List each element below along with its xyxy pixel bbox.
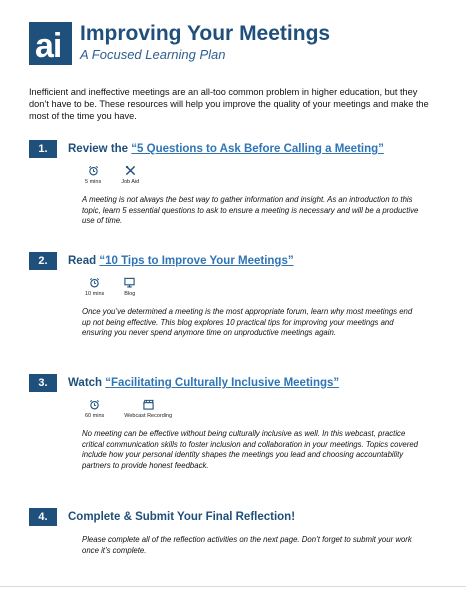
step-description: Please complete all of the reflection activities on the next page. Don’t forget to submit your work once it’s complete. bbox=[82, 535, 412, 555]
step-1 bbox=[29, 140, 439, 227]
step-number: 1. bbox=[29, 140, 57, 158]
page-title: Improving Your Meetings bbox=[80, 22, 331, 45]
step-description: A meeting is not always the best way to gather information and insight. As an introduction to this topic, learn 5 essential questions to ask to ensure a meeting is necessary and will be a productive use of time. bbox=[82, 195, 419, 225]
step-4 bbox=[29, 508, 439, 556]
clapperboard-icon bbox=[143, 399, 154, 410]
step-description: No meeting can be effective without being culturally inclusive as well. In this webcast, practice critical communication skills to foster inclusion and collaboration in your meetings. Topics covered include how your personal identity shapes the meetings you lead and choosing accountability partners to provide honest feedback. bbox=[82, 429, 419, 470]
resource-meta bbox=[85, 399, 439, 419]
resource-type: Blog bbox=[124, 277, 135, 297]
duration: 60 mins bbox=[85, 399, 104, 419]
intro-paragraph: Inefficient and ineffective meetings are an all-too common problem in higher education, but they don’t have to be. These resources will help you improve the quality of your meetings and make the most of the time you have. bbox=[29, 87, 429, 121]
step-number: 4. bbox=[29, 508, 57, 526]
resource-type: Job Aid bbox=[121, 165, 139, 185]
step-number: 2. bbox=[29, 252, 57, 270]
resource-link-culturally-inclusive[interactable]: “Facilitating Culturally Inclusive Meetings” bbox=[105, 377, 340, 389]
step-2 bbox=[29, 252, 439, 339]
alarm-clock-icon bbox=[88, 165, 99, 176]
step-title: Watch “Facilitating Culturally Inclusive Meetings” bbox=[68, 377, 340, 389]
duration: 10 mins bbox=[85, 277, 104, 297]
resource-link-10-tips[interactable]: “10 Tips to Improve Your Meetings” bbox=[99, 255, 294, 267]
resource-meta bbox=[85, 165, 439, 185]
alarm-clock-icon bbox=[89, 277, 100, 288]
step-number: 3. bbox=[29, 374, 57, 392]
duration: 5 mins bbox=[85, 165, 101, 185]
alarm-clock-icon bbox=[89, 399, 100, 410]
resource-link-5-questions[interactable]: “5 Questions to Ask Before Calling a Meeting” bbox=[131, 143, 384, 155]
step-title: Review the “5 Questions to Ask Before Calling a Meeting” bbox=[68, 143, 384, 155]
page-subtitle: A Focused Learning Plan bbox=[80, 47, 226, 62]
title-block bbox=[80, 22, 330, 65]
ai-logo: ai bbox=[29, 22, 72, 65]
step-3 bbox=[29, 374, 439, 471]
page-header bbox=[29, 22, 330, 65]
resource-meta bbox=[85, 277, 439, 297]
step-title: Complete & Submit Your Final Reflection! bbox=[68, 511, 296, 523]
monitor-icon bbox=[124, 277, 135, 288]
tools-icon bbox=[125, 165, 136, 176]
resource-type: Webcast Recording bbox=[124, 399, 172, 419]
footer-divider bbox=[0, 586, 466, 587]
step-title: Read “10 Tips to Improve Your Meetings” bbox=[68, 255, 294, 267]
step-description: Once you’ve determined a meeting is the most appropriate forum, learn why most meetings end up not being effective. This blog explores 10 practical tips for improving your meetings and ensuring you never spend anymore time on unproductive meetings again. bbox=[82, 307, 413, 337]
